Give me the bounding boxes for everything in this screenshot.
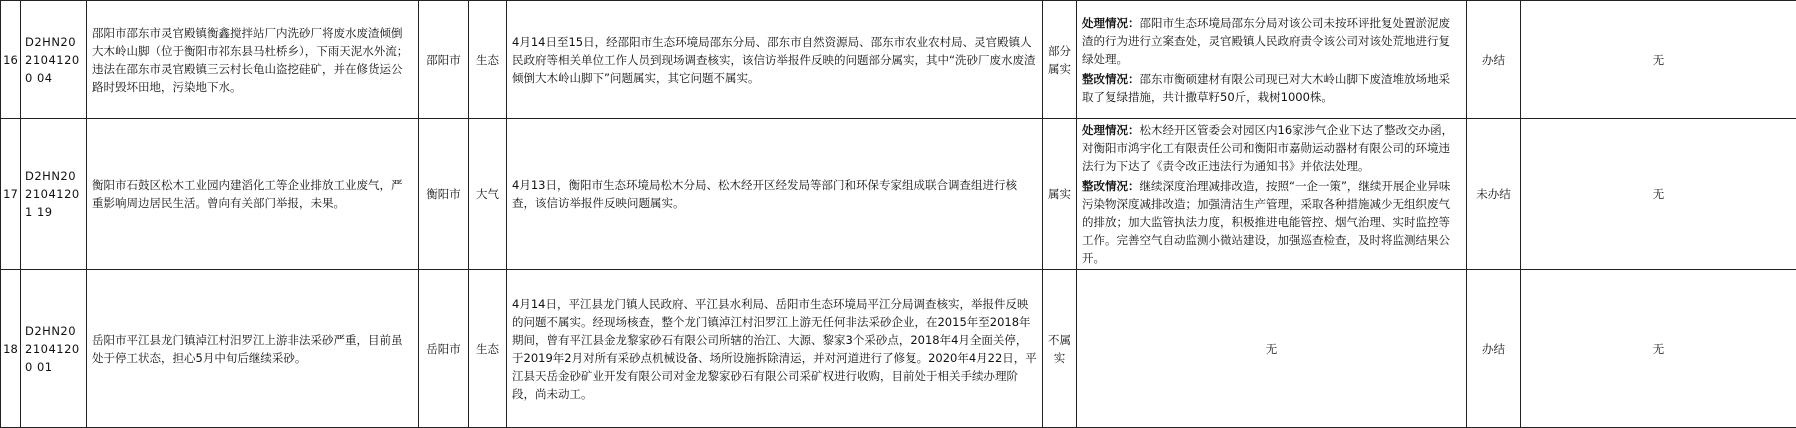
accountability-cell: 无 — [1521, 1, 1796, 119]
table-row — [1, 119, 1796, 270]
verification-cell: 4月14日至15日，经邵阳市生态环境局邵东分局、邵东市自然资源局、邵东市农业农村局、灵官殿镇人民政府等相关单位工作人员到现场调查核实，该信访举报件反映的问题部分属实，其中“洗砂厂废水废渣倾倒大木岭山脚下”问题属实，其它问题不属实。 — [507, 1, 1043, 119]
city-cell: 岳阳市 — [419, 270, 469, 428]
handling-text: 松木经开区管委会对园区内16家涉气企业下达了整改交办函，对衡阳市鸿宇化工有限责任公司和衡阳市嘉勋运动器材有限公司的环境违法行为下达了《责令改正违法行为通知书》并依法处理。 — [1082, 123, 1453, 173]
accountability-cell: 无 — [1521, 270, 1796, 428]
handling-label: 处理情况： — [1082, 123, 1140, 137]
case-code: D2HN20 21041200 04 — [21, 1, 87, 119]
rectify-text: 继续深度治理减排改造，按照“一企一策”，继续开展企业异味污染物深度减排改造；加强清洁生产管理，采取各种措施减少无组织废气的排放；加大监管执法力度，积极推进电能管控、烟气治理、实时监控等工作。完善空气自动监测小微站建设，加强巡查检查，及时将监测结果公开。 — [1082, 179, 1450, 265]
case-code: D2HN20 21041200 01 — [21, 270, 87, 428]
verification-cell: 4月13日，衡阳市生态环境局松木分局、松木经开区经发局等部门和环保专家组成联合调查组进行核查，该信访举报件反映问题属实。 — [507, 119, 1043, 270]
result-cell: 属实 — [1043, 119, 1077, 270]
complaint-content: 衡阳市石鼓区松木工业园内建滔化工等企业排放工业废气，严重影响周边居民生活。曾向有关部门举报，未果。 — [87, 119, 419, 270]
city-cell: 邵阳市 — [419, 1, 469, 119]
case-code: D2HN20 21041201 19 — [21, 119, 87, 270]
status-cell: 未办结 — [1467, 119, 1521, 270]
handling-cell — [1077, 270, 1467, 428]
category-cell: 生态 — [469, 1, 507, 119]
table-row — [1, 270, 1796, 428]
category-cell: 生态 — [469, 270, 507, 428]
row-index: 18 — [1, 270, 21, 428]
rectify-label: 整改情况： — [1082, 72, 1140, 86]
complaint-content: 岳阳市平江县龙门镇淖江村汨罗江上游非法采砂严重，目前虽处于停工状态，担心5月中旬后继续采砂。 — [87, 270, 419, 428]
handling-label: 处理情况： — [1082, 16, 1140, 30]
status-cell: 办结 — [1467, 270, 1521, 428]
verification-cell: 4月14日，平江县龙门镇人民政府、平江县水利局、岳阳市生态环境局平江分局调查核实，举报件反映的问题不属实。经现场核查，整个龙门镇淖江村汨罗江上游无任何非法采砂企业，在2015年至2018年期间，曾有平江县金龙黎家砂石有限公司所辖的治江、大源、黎家3个采砂点，2018年4月全面关停，于2019年2月对所有采砂点机械设备、场所设施拆除清运，并对河道进行了修复。2020年4月22日，平江县天岳金砂矿业开发有限公司对金龙黎家砂石有限公司采矿权进行收购，目前处于相关手续办理阶段，尚未动工。 — [507, 270, 1043, 428]
rectify-text: 邵东市衡硕建材有限公司现已对大木岭山脚下废渣堆放场地采取了复绿措施，共计撒草籽50斤，栽树1000株。 — [1082, 72, 1450, 104]
row-index: 16 — [1, 1, 21, 119]
handling-text: 无 — [1266, 342, 1278, 356]
table-row — [1, 1, 1796, 119]
row-index: 17 — [1, 119, 21, 270]
complaint-content: 邵阳市邵东市灵官殿镇衡鑫搅拌站厂内洗砂厂将废水废渣倾倒大木岭山脚（位于衡阳市祁东县马杜桥乡），下雨天泥水外流；违法在邵东市灵官殿镇三云村长龟山盗挖硅矿，并在修货运公路时毁坏田地，污染地下水。 — [87, 1, 419, 119]
status-cell: 办结 — [1467, 1, 1521, 119]
rectify-label: 整改情况： — [1082, 179, 1140, 193]
city-cell: 衡阳市 — [419, 119, 469, 270]
result-cell: 不属实 — [1043, 270, 1077, 428]
handling-cell — [1077, 119, 1467, 270]
category-cell: 大气 — [469, 119, 507, 270]
result-cell: 部分属实 — [1043, 1, 1077, 119]
accountability-cell: 无 — [1521, 119, 1796, 270]
handling-text: 邵阳市生态环境局邵东分局对该公司未按环评批复处置淤泥废渣的行为进行立案查处，灵官殿镇人民政府责令该公司对该处荒地进行复绿处理。 — [1082, 16, 1450, 66]
handling-cell — [1077, 1, 1467, 119]
